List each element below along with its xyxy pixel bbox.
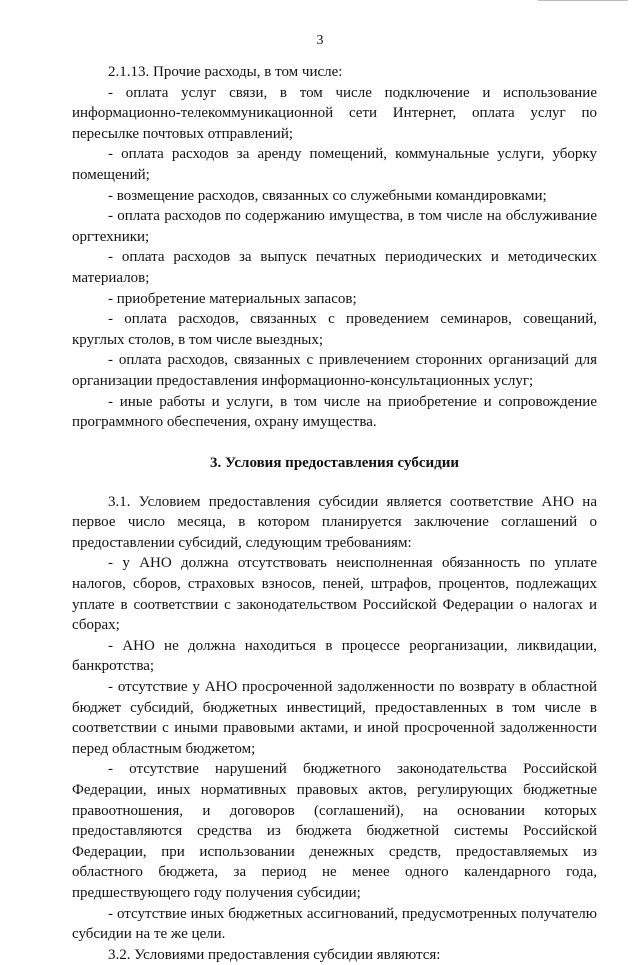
section-3-heading: 3. Условия предоставления субсидии [209,454,459,471]
list-item-other-works: - иные работы и услуги, в том числе на приобретение и сопровождение программного обеспечения, охрану имущества. [72,393,597,431]
list-item-seminars: - оплата расходов, связанных с проведением семинаров, совещаний, круглых столов, в том числе выездных; [72,311,597,348]
list-item-publications: - оплата расходов за выпуск печатных периодических и методических материалов; [72,249,597,286]
list-item-supplies: - приобретение материальных запасов; [108,290,357,307]
paragraph-3-2: 3.2. Условиями предоставления субсидии являются: [108,946,441,963]
list-item-rent: - оплата расходов за аренду помещений, коммунальные услуги, уборку помещений; [72,146,597,183]
requirement-no-debt: - отсутствие у АНО просроченной задолженности по возврату в областной бюджет субсидий, бюджетных инвестиций, предоставленных в том числе в соответствии с иными правовыми актами, и иной просроченной задолженности перед областным бюджетом; [72,679,597,757]
paragraph-3-1: 3.1. Условием предоставления субсидии является соответствие АНО на первое число месяца, в котором планируется заключение соглашений о предоставлении субсидий, следующим требованиям: [72,493,597,551]
requirement-no-other-allocations: - отсутствие иных бюджетных ассигнований, предусмотренных получателю субсидии на те же цели. [72,905,597,943]
scan-edge-mark [538,0,628,5]
requirement-no-violations: - отсутствие нарушений бюджетного законодательства Российской Федерации, иных нормативных правовых актов, регулирующих бюджетные правоотношения, и договоров (соглашений), на основании которых предоставляются средства из бюджета бюджетной системы Российской Федерации, при использовании денежных средств, предоставляемых из областного бюджета, за период не менее одного календарного года, предшествующего году получения субсидии; [72,761,597,901]
paragraph-2-1-13: 2.1.13. Прочие расходы, в том числе: [108,64,343,80]
list-item-property-maintenance: - оплата расходов по содержанию имущества, в том числе на обслуживание оргтехники; [72,208,597,245]
requirement-taxes: - у АНО должна отсутствовать неисполненная обязанность по уплате налогов, сборов, страховых взносов, пеней, штрафов, процентов, подлежащих уплате в соответствии с законодательством Российской Федерации о налогах и сборах; [72,555,597,634]
page-number: 3 [316,33,324,48]
list-item-third-party: - оплата расходов, связанных с привлечением сторонних организаций для организации предоставления информационно-консультационных услуг; [72,352,597,389]
requirement-no-reorganization: - АНО не должна находиться в процессе реорганизации, ликвидации, банкротства; [72,637,597,675]
list-item-communications: - оплата услуг связи, в том числе подключение и использование информационно-телекоммуникационной сети Интернет, оплата услуг по пересылке почтовых отправлений; [72,84,597,142]
document-body [72,62,597,965]
list-item-travel: - возмещение расходов, связанных со служебными командировками; [108,187,547,204]
